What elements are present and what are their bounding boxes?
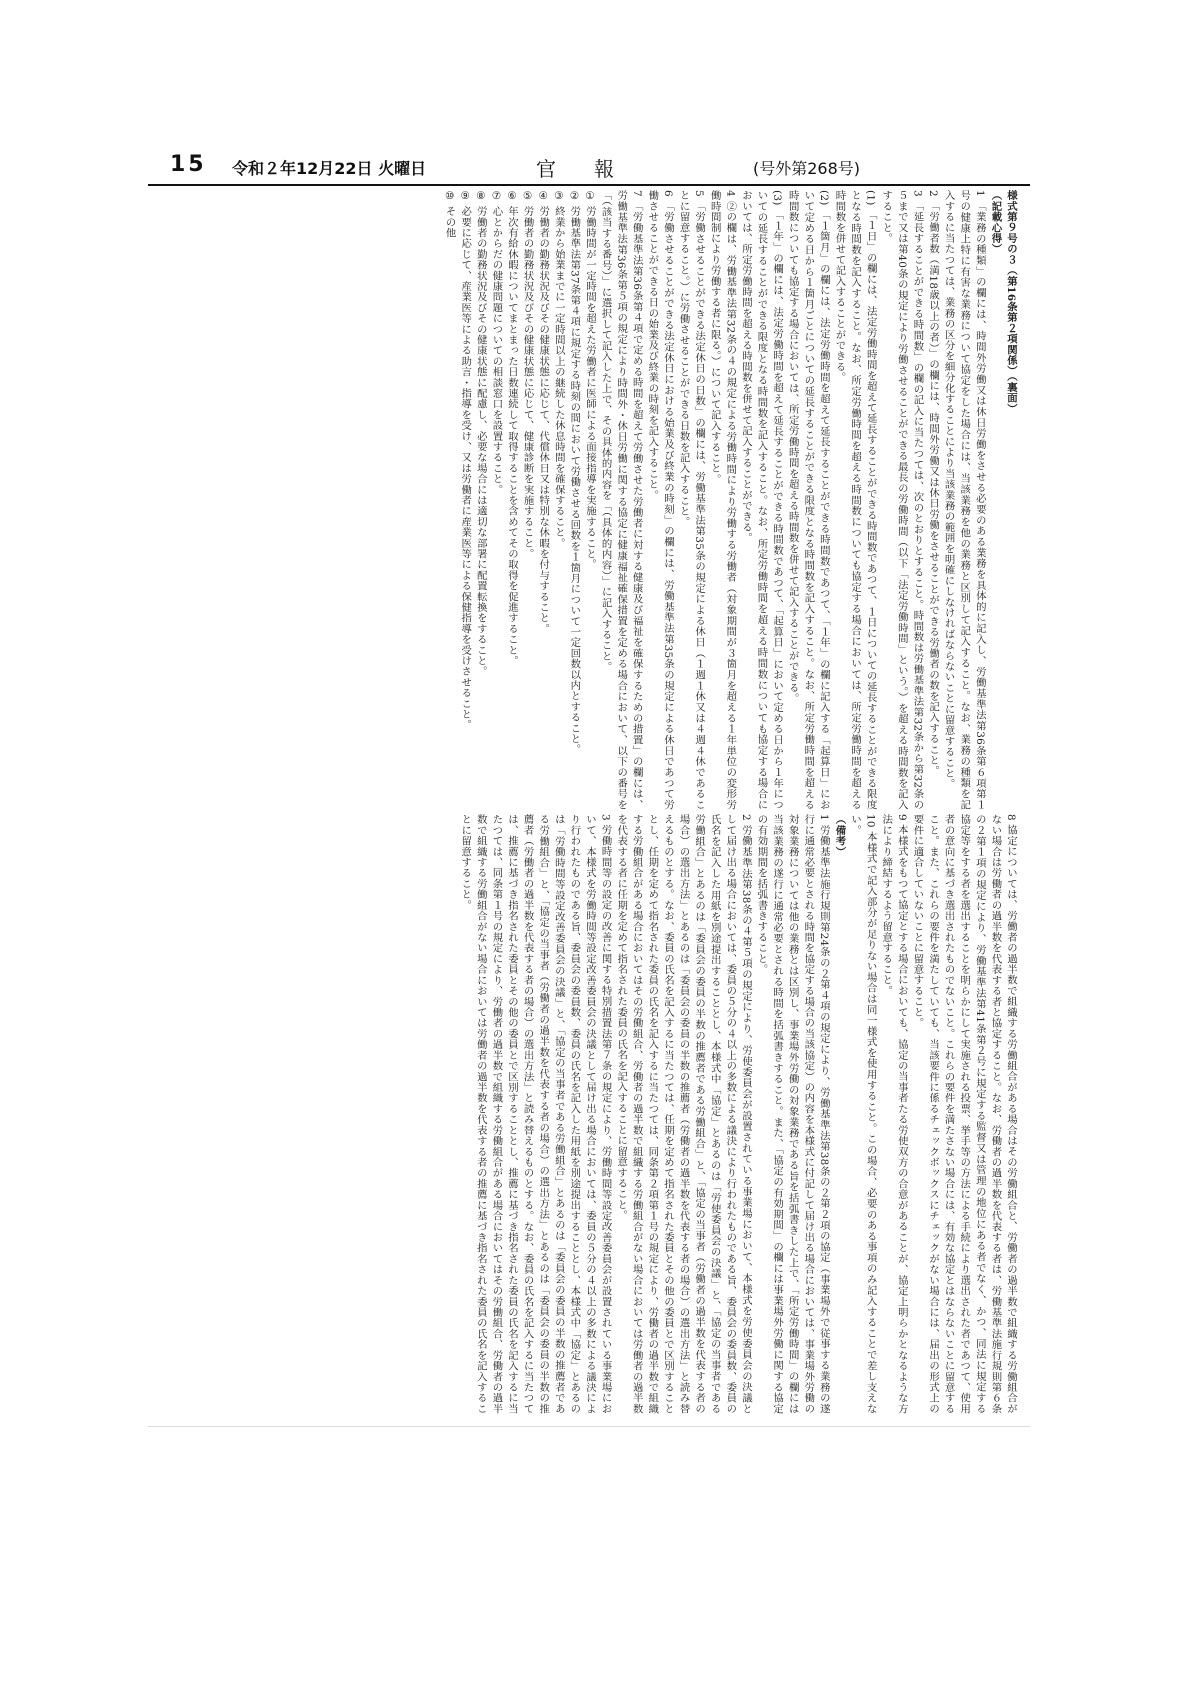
note-item: 7 「労働基準法第36条第４項で定める時間を超えて労働させた労働者に対する健康及び福祉を確保するための措置」の欄には、労働基準法第36条第５項の規定により時間外・休日労働に関する協定に健康福祉確保措置を定める場合において、以下の番号を「（該当する番号）」に選択して記入した上で、その具体的内容を「（具体的内容）」に記入すること。 <box>599 190 643 810</box>
issue-date: 令和２年12月22日 火曜日 <box>232 159 427 178</box>
remark-item: 1 労働基準法施行規則第24条の２第４項の規定により、労働基準法第38条の２第２項の協定（事業場外で従事する業務の遂行に通常必要とされる時間を協定する場合の当該協定）の内容を本様式に付記して届け出る場合においては、事業場外労働の対象業務については他の業務とは区別し、事業場外労働の対象業務である旨を括弧書きした上で、「所定労働時間」の欄には当該業務の遂行に通常必要とされる時間を括弧書きすること。また、「協定の有効期間」の欄には事業場外労働に関する協定の有効期間を括弧書きすること。 <box>755 814 830 1414</box>
note-item: ⑦ 心とからだの健康問題についての相談窓口を設置すること。 <box>490 190 503 495</box>
note-item: 8 協定については、労働者の過半数で組織する労働組合がある場合はその労働組合と、労働者の過半数で組織する労働組合がない場合は労働者の過半数を代表する者と協定すること。なお、労働者の過半数を代表する者は、労働基準法施行規則第６条の２第１項の規定により、労働基準法第41条第２号に規定する監督又は管理の地位にある者でなく、かつ、同法に規定する協定等をする者を選出することを明らかにして実施される投票、挙手等の方法による手続により選出された者であつて、使用者の意向に基づき選出されたものでないこと。これらの要件を満たさない場合には、有効な協定とはならないことに留意すること。また、これらの要件を満たしていても、当該要件に係るチェックボックスにチェックがない場合には、届出の形式上の要件に適合していないことに留意すること。 <box>911 814 1017 1414</box>
gazette-title: 官報 <box>536 157 652 181</box>
note-item: 9 本様式をもつて協定とする場合においても、協定の当事者たる労使双方の合意があることが、協定上明らかとなるような方法により締結するよう留意すること。 <box>880 814 908 1414</box>
note-item: (3) 「１年」の欄には、法定労働時間を超えて延長することができる時間数であつて、「起算日」において定める日から１年についての延長することができる限度となる時間数を記入すること。なお、所定労働時間を超える時間数についても協定する場合においては、所定労働時間を超える時間数を併せて記入することができる。 <box>739 190 784 810</box>
note-item: ⑥ 年次有給休暇についてまとまった日数連続して取得することを含めてその取得を促進すること。 <box>506 190 518 667</box>
page-bottom-divider <box>148 1426 1030 1427</box>
note-item: ⑧ 労働者の勤務状況及びその健康状態に配慮し、必要な場合には適切な部署に配置転換をすること。 <box>474 190 487 677</box>
note-item: ④ 労働者の勤務状況及びその健康状態に応じて、代償休日又は特別な休暇を付与すること。 <box>537 190 550 634</box>
note-item: 4 ②の欄は、労働基準法第32条の４の規定による労働時間により労働する労働者（対象期間が３箇月を超える１年単位の変形労働時間制により労働する者に限る。）について記入すること。 <box>708 190 737 810</box>
remark-item: 3 労働時間等の設定の改善に関する特別措置法第７条の規定により、労働時間等設定改善委員会が設置されている事業場において、本様式を労働時間等設定改善委員会の決議として届け出る場合においては、委員の５分の４以上の多数による議決により行われたものである旨、委員会の委員数、委員の氏名を記入した用紙を別途提出することとし、本様式中「協定」とあるのは「労働時間等設定改善委員会の決議」と、「協定の当事者である労働組合」とあるのは「委員会の委員の半数の推薦者である労働組合」と、「協定の当事者（労働者の過半数を代表する者の場合）の選出方法」とあるのは「委員会の委員の半数の推薦者（労働者の過半数を代表する者の場合）の選出方法」と読み替えるものとする。なお、委員の氏名を記入するに当たつては、推薦に基づき指名された委員とその他の委員とで区別することとし、推薦に基づき指名された委員の氏名を記入するに当たつては、同条第１号の規定により、労働者の過半数で組織する労働組合がある場合においてはその労働組合、労働者の過半数で組織する労働組合がない場合においては労働者の過半数を代表する者の推薦に基づき指名された委員の氏名を記入することに留意すること。 <box>459 814 612 1414</box>
gazette-header <box>148 148 1030 186</box>
form-title: 様式第９号の３（第16条第２項関係）（裏面） <box>1005 190 1017 414</box>
note-item: 10 本様式で記入部分が足りない場合は同一様式を使用すること。この場合、必要のある事項のみ記入することで差し支えない。 <box>849 814 877 1414</box>
issue-number: (号外第268号) <box>753 159 861 178</box>
note-item: ② 労働基準法第37条第４項に規定する時刻の間において労働させる回数を１箇月について一定回数以内とすること。 <box>568 190 581 755</box>
note-item: (1) 「１日」の欄には、法定労働時間を超えて延長することができる時間数であつて、１日についての延長することができる限度となる時間数を記入すること。なお、所定労働時間を超える時間数についても協定する場合においては、所定労働時間を超える時間数を併せて記入することができる。 <box>833 190 877 810</box>
notes-heading: （記載心得） <box>989 190 1002 255</box>
note-item: ⑤ 労働者の勤務状況及びその健康状態に応じて、健康診断を実施すること。 <box>521 190 534 560</box>
note-item: 1 「業務の種類」の欄には、時間外労働又は休日労働をさせる必要のある業務を具体的に記入し、労働基準法第36条第６項第１号の健康上特に有害な業務について協定をした場合には、当該業務を他の業務と区別して記入すること。なお、業務の種類を記入するに当たつては、業務の区分を細分化することにより当該業務の範囲を明確にしなければならないことに留意すること。 <box>942 190 986 810</box>
note-item: ① 労働時間が一定時間を超えた労働者に医師による面接指導を実施すること。 <box>583 190 596 570</box>
page-number: 15 <box>170 152 207 177</box>
rotated-page-body <box>148 186 1030 1426</box>
note-item: ⑨ 必要に応じて、産業医等による助言・指導を受け、又は労働者に産業医等による保健指導を受けさせること。 <box>459 190 472 731</box>
note-item: 6 「労働させることができる法定休日における始業及び終業の時刻」の欄には、労働基準法第35条の規定による休日であつて労働させることができる日の始業及び終業の時刻を記入すること。 <box>646 190 674 810</box>
note-item: ⑩ その他 <box>443 190 456 239</box>
remark-item: 2 労働基準法第38条の４第５項の規定により、労使委員会が設置されている事業場において、本様式を労使委員会の決議として届け出る場合においては、委員の５分の４以上の多数による議決により行われたものである旨、委員会の委員数、委員の氏名を記入した用紙を別途提出することとし、本様式中「協定」とあるのは「労使委員会の決議」と、「協定の当事者である労働組合」とあるのは「委員会の委員の半数の推薦者である労働組合」と、「協定の当事者（労働者の過半数を代表する者の場合）の選出方法」とあるのは「委員会の委員の半数の推薦者（労働者の過半数を代表する者の場合）の選出方法」と読み替えるものとする。なお、委員の氏名を記入するに当たつては、任期を定めて指名された委員とその他の委員とで区別することとし、任期を定めて指名された委員の氏名を記入するに当たつては、同条第２項第１号の規定により、労働者の過半数で組織する労働組合がある場合においてはその労働組合、労働者の過半数で組織する労働組合がない場合においては労働者の過半数を代表する者に任期を定めて指名された委員の氏名を記入することに留意すること。 <box>615 814 752 1414</box>
note-item: ③ 終業から始業までに一定時間以上の継続した休息時間を確保すること。 <box>552 190 565 549</box>
note-item: (2) 「１箇月」の欄には、法定労働時間を超えて延長することができる時間数であつて、「１年」の欄に記入する「起算日」において定める日から１箇月ごとについての延長することができる限度となる時間数を記入すること。なお、所定労働時間を超える時間数についても協定する場合においては、所定労働時間を超える時間数を併せて記入することができる。 <box>786 190 830 810</box>
note-item: 3 「延長することができる時間数」の欄の記入に当たつては、次のとおりとすること。時間数は労働基準法第32条から第32条の５まで又は第40条の規定により労働させることができる最長の労働時間（以下「法定労働時間」という。）を超える時間数を記入すること。 <box>880 190 924 810</box>
note-item: 5 「労働させることができる法定休日の日数」の欄には、労働基準法第35条の規定による休日（１週１休又は４週４休であることに留意すること。）に労働させることができる日数を記入すること。 <box>677 190 706 810</box>
remarks-heading: （備考） <box>833 814 846 857</box>
instructions-column <box>188 190 1018 810</box>
note-item: 2 「労働者数（満18歳以上の者）」の欄には、時間外労働又は休日労働をさせることができる労働者の数を記入すること。 <box>927 190 940 777</box>
remarks-column <box>188 814 1018 1414</box>
